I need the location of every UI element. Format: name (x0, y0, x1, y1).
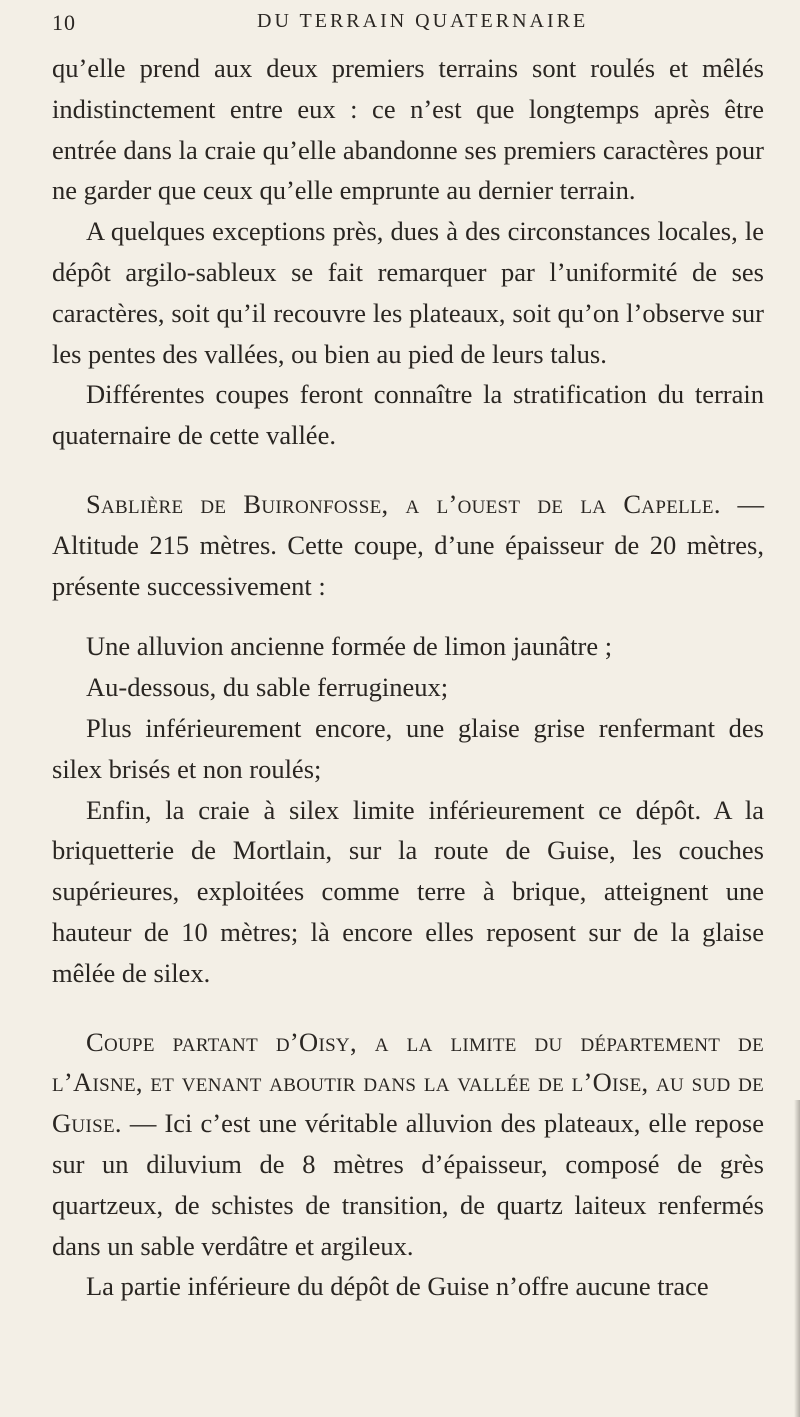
section-1-item: Enfin, la craie à silex limite inférieurement ce dépôt. A la briquetterie de Mortlain, sur la route de Guise, les couches supérieures, exploitées comme terre à brique, atteignent une hauteur de 10 mètres; là encore elles reposent sur de la glaise mêlée de silex. (52, 794, 764, 988)
intro-paragraph-2: A quelques exceptions près, dues à des circonstances locales, le dépôt argilo-sableux se fait remarquer par l’uniformité de ses caractères, soit qu’il recouvre les plateaux, soit qu’on l’observe sur les pentes des vallées, ou bien au pied de leurs talus. (52, 216, 764, 369)
spacer (52, 456, 764, 484)
section-1-item: Au-dessous, du sable ferrugineux; (86, 672, 449, 703)
body-text (52, 48, 764, 1307)
intro-paragraph: qu’elle prend aux deux premiers terrains sont roulés et mêlés indistinctement entre eux : ce n’est que longtemps après être entrée dans la craie qu’elle abandonne ses premiers caractères pour ne garder que ceux qu’elle emprunte au dernier terrain. (52, 53, 764, 206)
spacer (52, 994, 764, 1022)
spacer (52, 606, 764, 626)
section-1-item: Une alluvion ancienne formée de limon jaunâtre ; (86, 631, 613, 662)
section-2-last-line: La partie inférieure du dépôt de Guise n’offre aucune trace (86, 1271, 709, 1302)
page-edge-shadow (794, 1100, 800, 1417)
section-1-item: Plus inférieurement encore, une glaise grise renfermant des silex brisés et non roulés; (52, 712, 764, 784)
section-1-paragraph (52, 484, 764, 606)
section-2-heading: Coupe partant d’Oisy, a la limite du département de l’Aisne, et venant aboutir dans la vallée de l’Oise, au sud de Guise. (52, 1026, 764, 1139)
section-1-lead: —Altitude 215 mètres. Cette coupe, d’une épaisseur de 20 mètres, présente successivement : (52, 488, 764, 601)
intro-paragraph-3: Différentes coupes feront connaître la stratification du terrain quaternaire de cette vallée. (52, 379, 764, 451)
running-head: DU TERRAIN QUATERNAIRE (257, 10, 589, 32)
section-2-paragraph (52, 1022, 764, 1267)
page-header (52, 10, 762, 40)
section-1-heading: Sablière de Buironfosse, a l’ouest de la Capelle. (86, 488, 721, 519)
page-number: 10 (52, 10, 76, 35)
section-2-lead: — Ici c’est une véritable alluvion des plateaux, elle repose sur un diluvium de 8 mètres d’épaisseur, composé de grès quartzeux, de schistes de transition, de quartz laiteux renfermés dans un sable verdâtre et argileux. (52, 1108, 764, 1261)
